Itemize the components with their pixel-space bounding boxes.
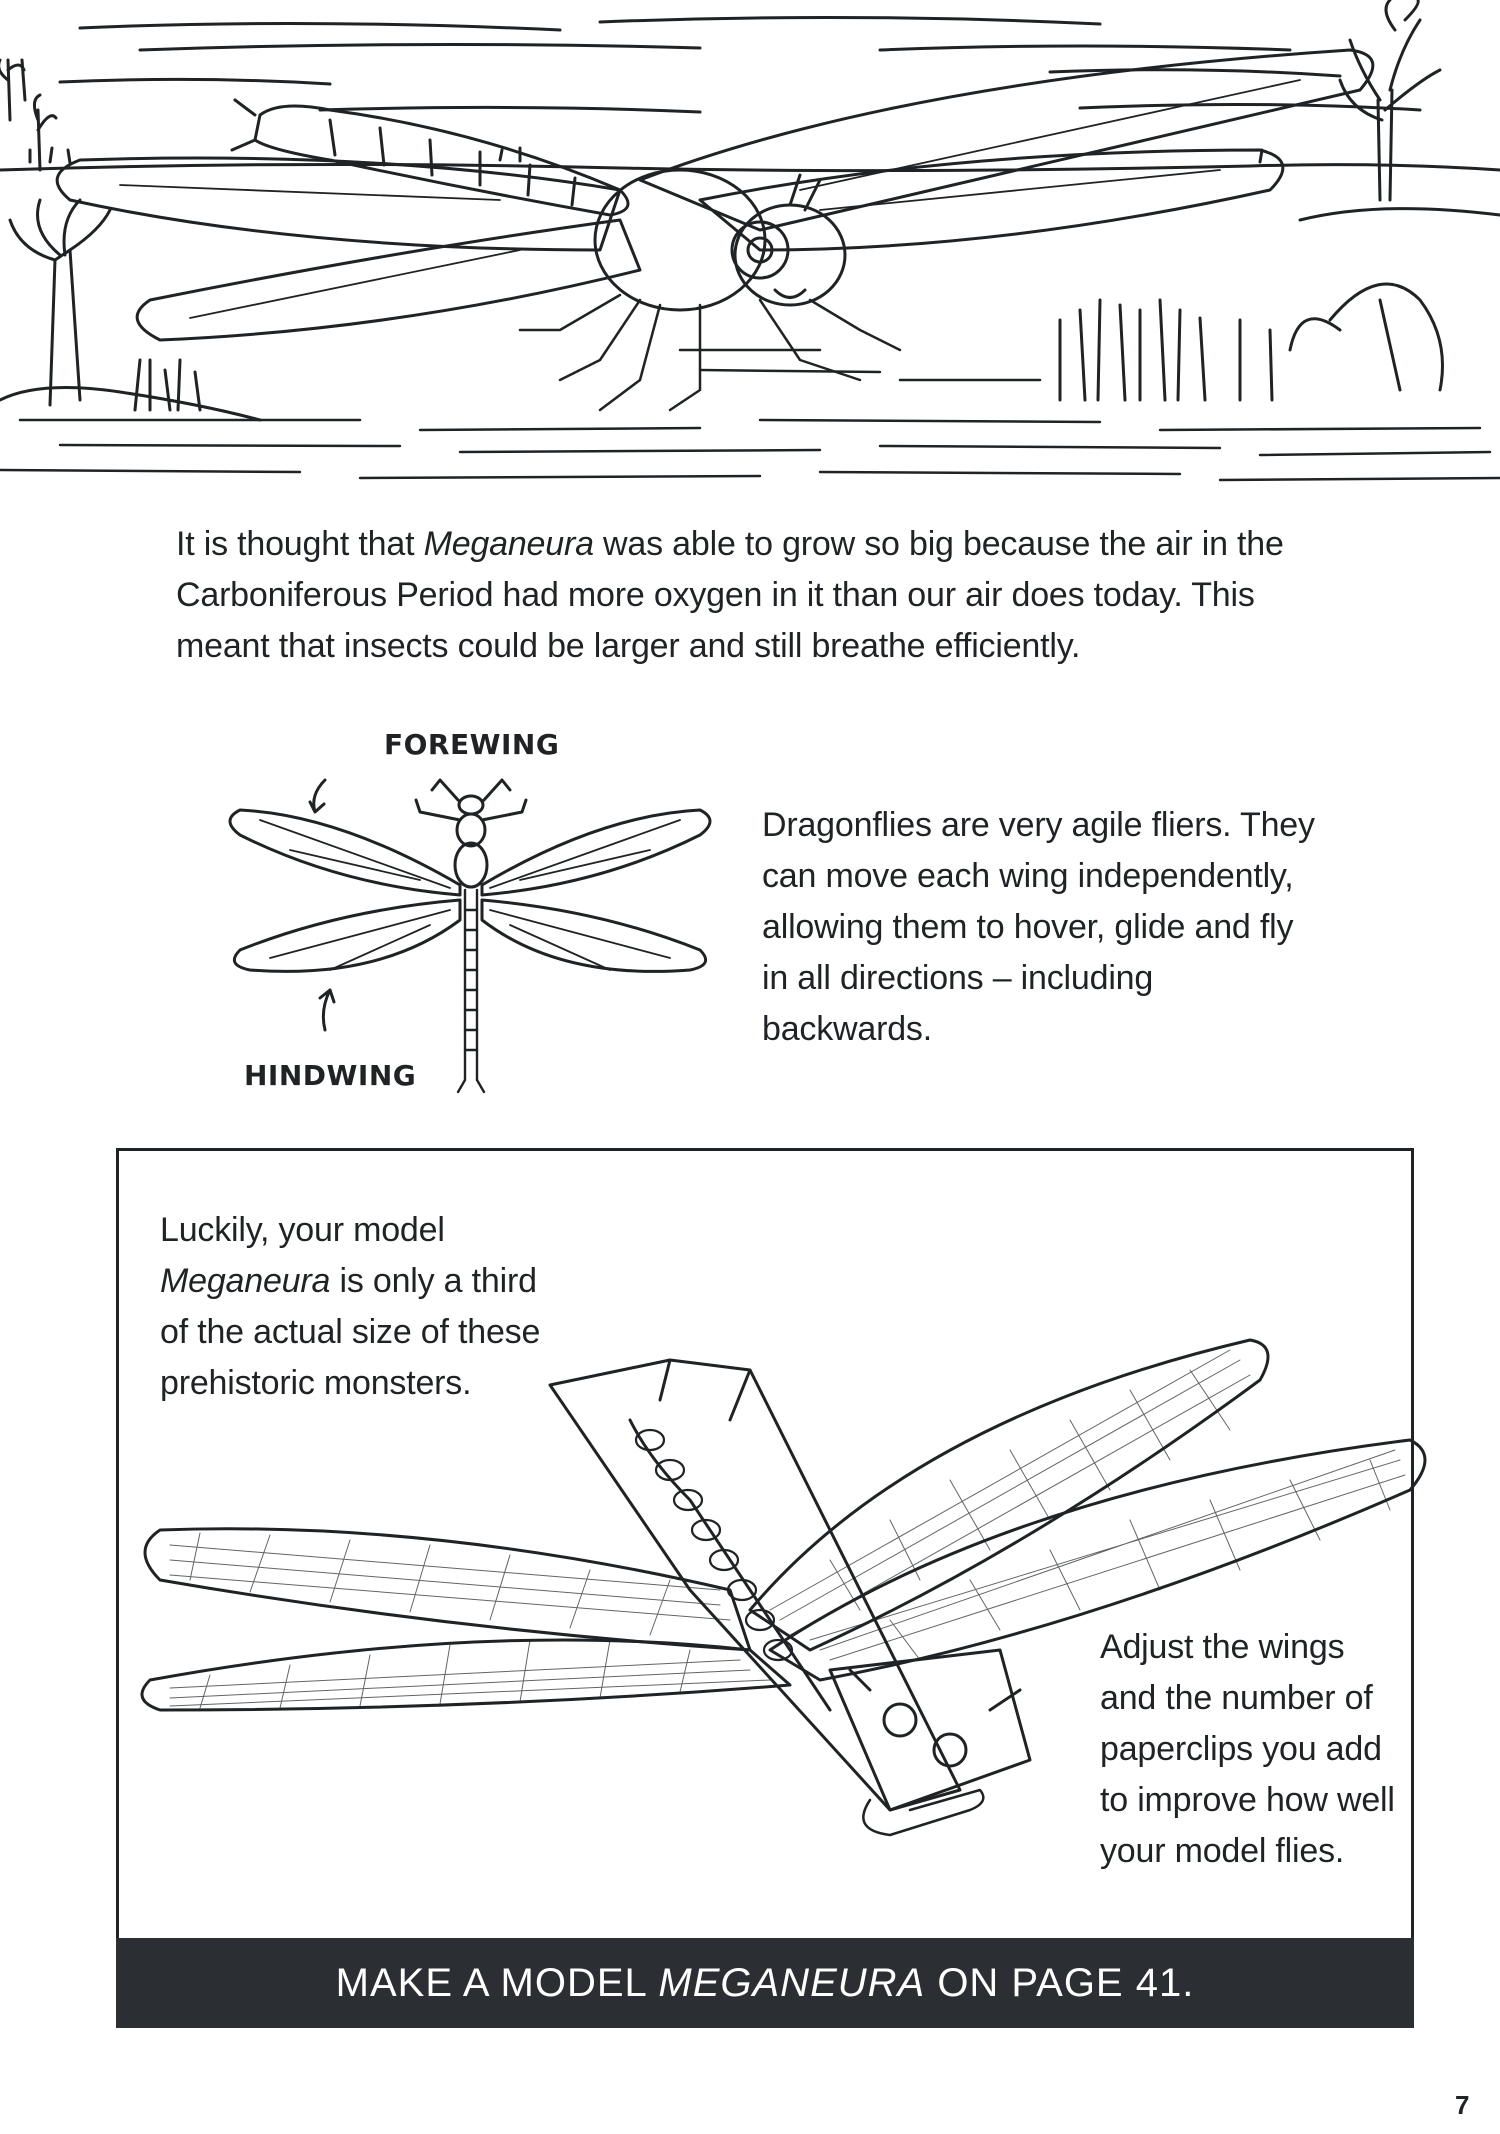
forewing-arrow bbox=[310, 780, 325, 812]
intro-paragraph bbox=[176, 519, 1326, 672]
meganeura-legs bbox=[520, 295, 900, 410]
hindwing-arrow bbox=[320, 990, 334, 1030]
agility-paragraph: Dragonflies are very agile fliers. They can move each wing independently, allowing them to hover, glide and fly in all directions – including backwards. bbox=[762, 806, 1315, 1048]
meganeura-wings bbox=[57, 50, 1373, 340]
model-size-italic-name: Meganeura bbox=[160, 1262, 331, 1300]
adjust-wings-paragraph: Adjust the wings and the number of paperclips you add to improve how well your model flies. bbox=[1100, 1628, 1395, 1870]
hindwing-label: HINDWING bbox=[244, 1059, 417, 1092]
banner-italic-name: MEGANEURA bbox=[658, 1961, 926, 2005]
forewing-label: FOREWING bbox=[384, 728, 560, 761]
intro-text-start: It is thought that bbox=[176, 525, 424, 563]
intro-text-end: was able to grow so big because the air in the Carboniferous Period had more oxygen in it than our air does today. This meant that insects could be larger and still breathe efficiently. bbox=[176, 525, 1284, 665]
make-model-banner bbox=[116, 1938, 1414, 2028]
page-number: 7 bbox=[1455, 2090, 1470, 2120]
banner-text-end: ON PAGE 41. bbox=[925, 1961, 1195, 2005]
model-size-text-start: Luckily, your model bbox=[160, 1211, 445, 1249]
wing-diagram bbox=[220, 720, 720, 1100]
intro-italic-name: Meganeura bbox=[423, 525, 594, 563]
model-size-text-end: is only a third of the actual size of these prehistoric monsters. bbox=[160, 1262, 541, 1402]
banner-text-start: MAKE A MODEL bbox=[335, 1961, 659, 2005]
swamp-illustration bbox=[0, 0, 1500, 500]
water-lines bbox=[0, 350, 1500, 480]
model-size-paragraph bbox=[160, 1205, 560, 1409]
meganeura-head bbox=[595, 170, 845, 310]
